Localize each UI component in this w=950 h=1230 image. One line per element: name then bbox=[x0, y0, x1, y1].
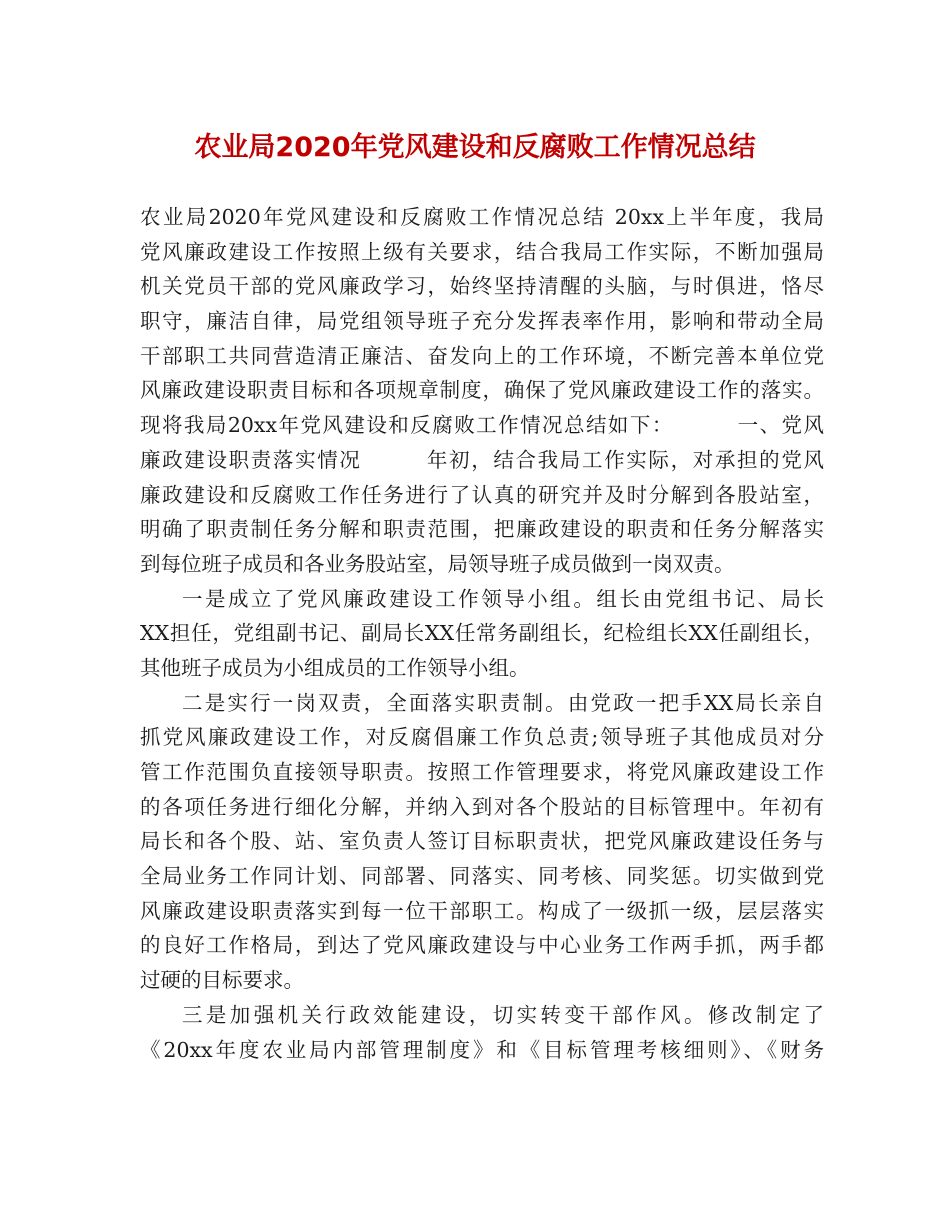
document-body bbox=[140, 200, 824, 1067]
paragraph-first-line: 二是实行一岗双责，全面落实职责制。由党政一把手XX局长亲自 bbox=[182, 690, 824, 715]
text-line: 廉政建设和反腐败工作任务进行了认真的研究并及时分解到各股站室， bbox=[140, 482, 824, 507]
text-line: 管工作范围负直接领导职责。按照工作管理要求，将党风廉政建设工作 bbox=[140, 760, 824, 784]
text-line: 党风廉政建设工作按照上级有关要求，结合我局工作实际，不断加强局 bbox=[140, 239, 824, 264]
text-line: 风廉政建设职责落实到每一位干部职工。构成了一级抓一级，层层落实 bbox=[140, 898, 824, 923]
text-line: 现将我局20xx年党风建设和反腐败工作情况总结如下： 一、党风 bbox=[140, 413, 824, 438]
paragraph-first-line: 三是加强机关行政效能建设，切实转变干部作风。修改制定了 bbox=[182, 1002, 824, 1027]
text-line: 抓党风廉政建设工作，对反腐倡廉工作负总责;领导班子其他成员对分 bbox=[140, 725, 824, 750]
text-line: 农业局2020年党风建设和反腐败工作情况总结 20xx上半年度，我局 bbox=[140, 205, 824, 229]
text-line: 全局业务工作同计划、同部署、同落实、同考核、同奖惩。切实做到党 bbox=[140, 864, 824, 889]
text-line: 到每位班子成员和各业务股站室，局领导班子成员做到一岗双责。 bbox=[140, 551, 735, 576]
document-title: 农业局2020年党风建设和反腐败工作情况总结 bbox=[194, 132, 756, 163]
text-line: 风廉政建设职责目标和各项规章制度，确保了党风廉政建设工作的落实。 bbox=[140, 378, 824, 403]
paragraph-first-line: 一是成立了党风廉政建设工作领导小组。组长由党组书记、局长 bbox=[182, 586, 824, 611]
text-line: 的良好工作格局，到达了党风廉政建设与中心业务工作两手抓，两手都 bbox=[140, 933, 824, 958]
text-line: 干部职工共同营造清正廉洁、奋发向上的工作环境，不断完善本单位党 bbox=[140, 343, 824, 368]
text-line: 《20xx年度农业局内部管理制度》和《目标管理考核细则》、《财务 bbox=[140, 1037, 824, 1062]
text-line: 廉政建设职责落实情况 年初，结合我局工作实际，对承担的党风 bbox=[140, 447, 824, 472]
text-line: 机关党员干部的党风廉政学习，始终坚持清醒的头脑，与时俱进，恪尽 bbox=[140, 274, 824, 299]
text-line: 职守，廉洁自律，局党组领导班子充分发挥表率作用，影响和带动全局 bbox=[140, 309, 824, 334]
text-line: 局长和各个股、站、室负责人签订目标职责状，把党风廉政建设任务与 bbox=[140, 829, 824, 854]
text-line: 明确了职责制任务分解和职责范围，把廉政建设的职责和任务分解落实 bbox=[140, 517, 824, 542]
text-line: 过硬的目标要求。 bbox=[140, 968, 304, 993]
text-line: XX担任，党组副书记、副局长XX任常务副组长，纪检组长XX任副组长， bbox=[140, 621, 824, 646]
text-line: 其他班子成员为小组成员的工作领导小组。 bbox=[140, 655, 530, 680]
text-line: 的各项任务进行细化分解，并纳入到对各个股站的目标管理中。年初有 bbox=[140, 794, 824, 819]
